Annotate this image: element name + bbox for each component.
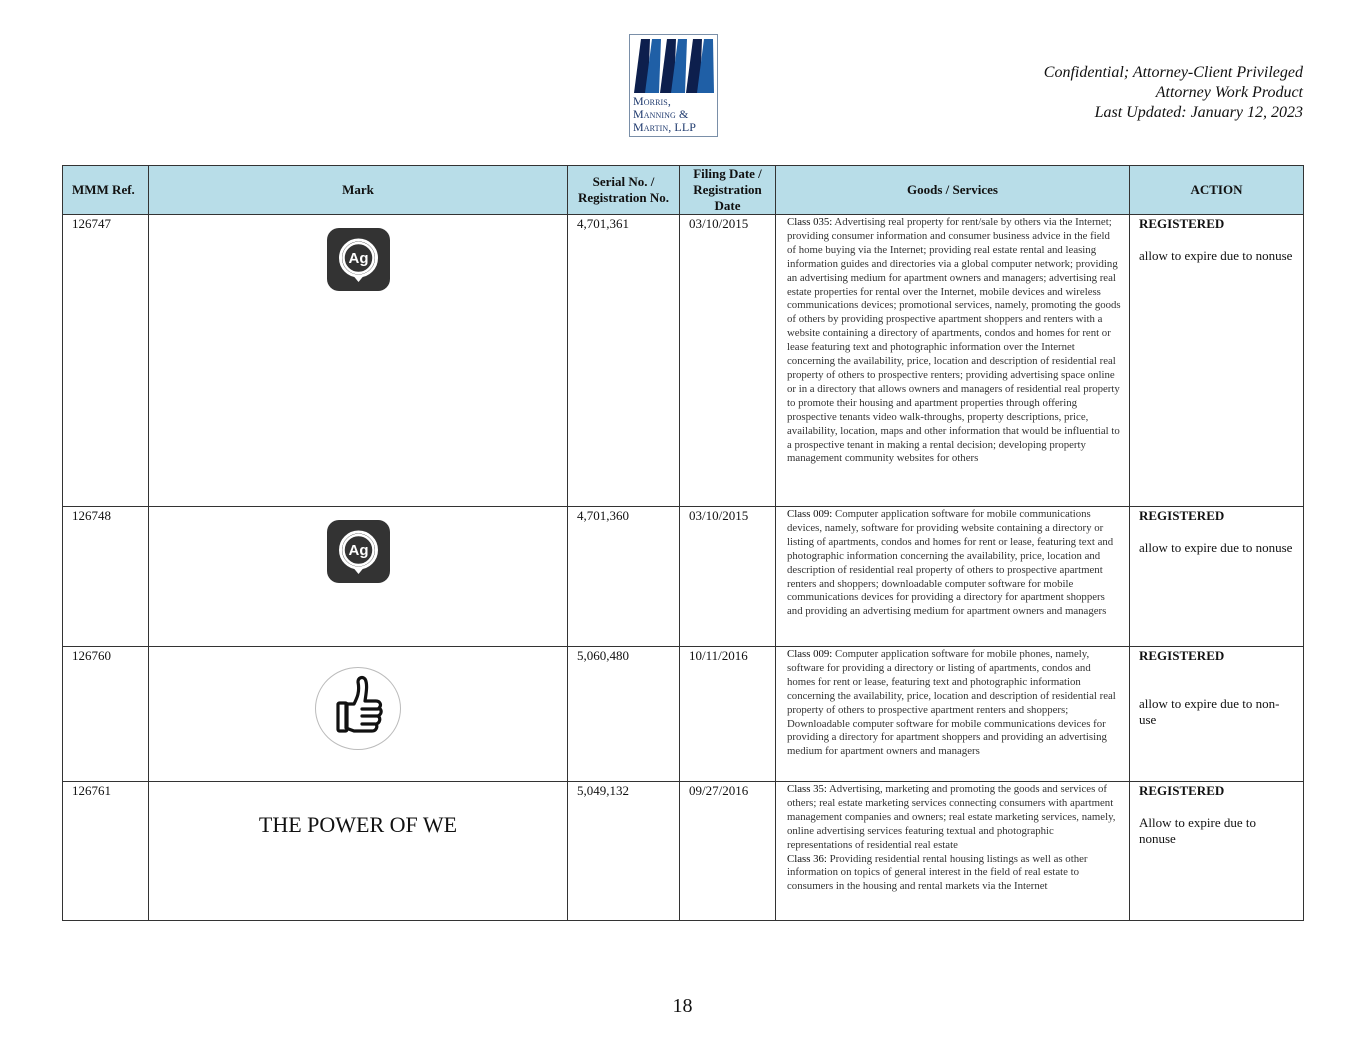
action-note: Allow to expire due to nonuse <box>1139 815 1256 846</box>
action-cell <box>1130 507 1304 647</box>
confidential-line: Confidential; Attorney-Client Privileged <box>1043 64 1303 81</box>
mark-cell <box>149 507 568 647</box>
table-row <box>63 215 1304 507</box>
ref-cell: 126748 <box>63 507 149 647</box>
class-description: Providing residential rental housing listings as well as other information on topics of general interest in the field of real estate to consumers in the housing and rental markets via the Internet <box>787 852 1088 893</box>
goods-cell <box>776 507 1130 647</box>
goods-cell <box>776 647 1130 782</box>
serial-cell: 5,049,132 <box>568 782 680 921</box>
column-header-goods: Goods / Services <box>776 166 1130 215</box>
action-note: allow to expire due to non-use <box>1139 696 1280 727</box>
goods-class-entry <box>787 853 1121 895</box>
mark-cell <box>149 215 568 507</box>
date-cell: 03/10/2015 <box>680 507 776 647</box>
serial-cell: 4,701,361 <box>568 215 680 507</box>
class-description: Advertising real property for rent/sale by others via the Internet; providing consumer information and consumer business advice in the field of home buying via the Internet; providing real estate rental and leasing information guides and directories via a global computer network; providing an advertising medium for apartment owners and managers; advertising real estate properties for rental over the Internet, mobile devices and wireless communications devices; promotional services, namely, promoting the goods of others by providing prospective apartment shoppers and renters with a website containing a directory of apartments, condos and homes for rent or lease featuring text and photographic information over the Internet concerning the availability, price, location and description of residential real property of others to prospective renters; providing advertising space online or in a directory that allows owners and managers of residential real property to promote their housing and apartment properties through offering prospective tenants video walk-throughs, property descriptions, price, availability, location, maps and other information that would be influential to a prospective tenant in making a rental decision; developing property management community websites for others <box>787 216 1121 465</box>
class-label: Class 35: <box>787 783 827 795</box>
goods-cell <box>776 782 1130 921</box>
goods-class-entry <box>787 648 1121 759</box>
class-description: Advertising, marketing and promoting the goods and services of others; real estate marketing services connecting consumers with apartment management companies and owners; real estate marketing services, namely, online advertising services featuring textual and photographic representations of residential real estate <box>787 783 1116 851</box>
firm-logo <box>629 34 718 137</box>
word-mark: THE POWER OF WE <box>258 812 458 837</box>
class-description: Computer application software for mobile communications devices, namely, software for providing website containing a directory or listing of apartments, condos and homes for rent or lease, featuring text and photographic information concerning the availability, price, location and description of residential real property of others to prospective apartment renters and shoppers; downloadable computer software for mobile communications devices for providing a directory for apartment shoppers and providing an advertising medium for apartment owners and managers <box>787 508 1114 618</box>
action-cell <box>1130 647 1304 782</box>
thumbs-up-icon <box>315 667 401 750</box>
date-cell: 03/10/2015 <box>680 215 776 507</box>
action-cell <box>1130 782 1304 921</box>
goods-class-entry <box>787 508 1121 619</box>
work-product-line: Attorney Work Product <box>1155 84 1303 101</box>
firm-name <box>633 95 717 134</box>
class-label: Class 009: <box>787 508 833 520</box>
ref-cell: 126760 <box>63 647 149 782</box>
column-header-ref: MMM Ref. <box>63 166 149 215</box>
action-note: allow to expire due to nonuse <box>1139 248 1293 263</box>
firm-name-line: Manning & <box>633 107 689 121</box>
action-note: allow to expire due to nonuse <box>1139 540 1293 555</box>
table-row <box>63 507 1304 647</box>
column-header-serial: Serial No. / Registration No. <box>568 166 680 215</box>
status-badge: REGISTERED <box>1139 508 1225 523</box>
status-badge: REGISTERED <box>1139 783 1225 798</box>
mark-cell <box>149 647 568 782</box>
mmm-logo-icon <box>632 37 716 93</box>
ref-cell: 126747 <box>63 215 149 507</box>
action-cell <box>1130 215 1304 507</box>
table-row <box>63 782 1304 921</box>
class-label: Class 36: <box>787 852 827 865</box>
ag-pin-icon <box>327 228 390 291</box>
last-updated-line: Last Updated: January 12, 2023 <box>1094 104 1303 121</box>
firm-name-line: Martin, LLP <box>633 120 697 134</box>
firm-name-line: Morris, <box>633 94 671 108</box>
goods-class-entry <box>787 783 1121 853</box>
table-header-row <box>63 166 1304 215</box>
page-number: 18 <box>672 995 693 1017</box>
serial-cell: 4,701,360 <box>568 507 680 647</box>
class-label: Class 009: <box>787 648 833 660</box>
ag-pin-icon <box>327 520 390 583</box>
class-description: Computer application software for mobile phones, namely, software for providing a directory or listing of apartments, condos and homes for rent or lease, featuring text and photographic information concerning the availability, price, location and description of residential real property of others to prospective apartment renters and shoppers; Downloadable computer software for mobile communications devices for providing a directory for apartment shoppers and providing an advertising medium for apartment owners and managers <box>787 648 1116 758</box>
column-header-mark: Mark <box>149 166 568 215</box>
status-badge: REGISTERED <box>1139 216 1225 231</box>
mark-text: Ag <box>348 542 368 559</box>
mark-cell <box>149 782 568 921</box>
goods-cell <box>776 215 1130 507</box>
class-label: Class 035: <box>787 216 833 228</box>
column-header-action: ACTION <box>1130 166 1304 215</box>
date-cell: 10/11/2016 <box>680 647 776 782</box>
date-cell: 09/27/2016 <box>680 782 776 921</box>
mark-text: Ag <box>348 250 368 267</box>
table-row <box>63 647 1304 782</box>
ref-cell: 126761 <box>63 782 149 921</box>
trademark-table <box>62 165 1304 921</box>
goods-class-entry <box>787 216 1121 466</box>
status-badge: REGISTERED <box>1139 648 1225 663</box>
confidentiality-notice <box>1044 63 1303 123</box>
serial-cell: 5,060,480 <box>568 647 680 782</box>
column-header-date: Filing Date / Registration Date <box>680 166 776 215</box>
